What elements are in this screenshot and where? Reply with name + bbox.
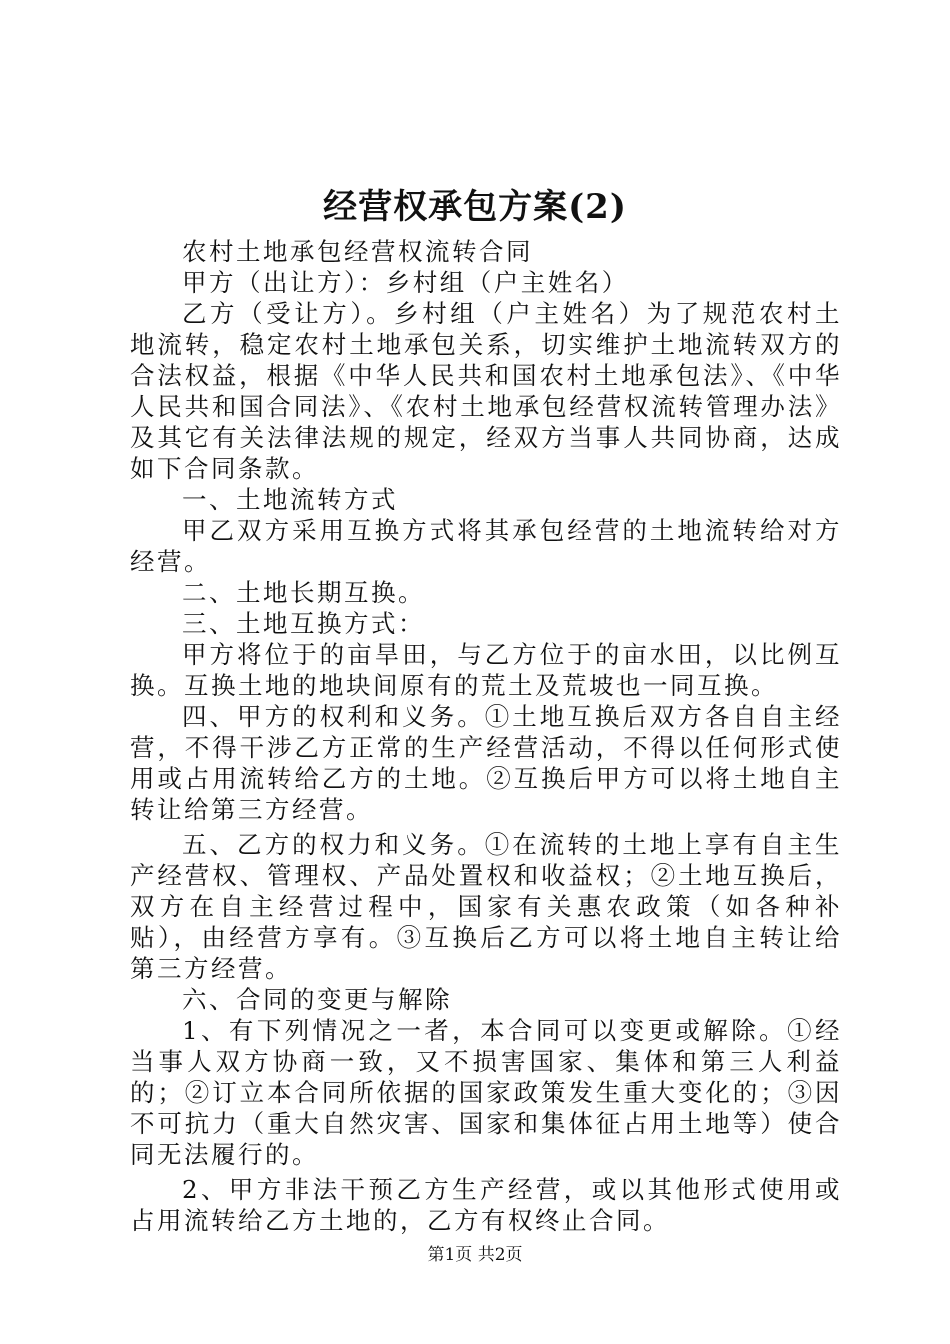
- heading-section-3: 三、土地互换方式：: [182, 609, 425, 638]
- paragraph-party-a: 甲方（出让方）：乡村组（户主姓名）: [182, 268, 629, 297]
- paragraph-contract-name: 农村土地承包经营权流转合同: [182, 237, 533, 266]
- document-body: [130, 236, 842, 1236]
- heading-section-2: 二、土地长期互换。: [182, 578, 425, 607]
- paragraph-party-b: 乙方（受让方）。乡村组（户主姓名）为了规范农村土地流转，稳定农村土地承包关系，切实维护土地流转双方的合法权益，根据《中华人民共和国农村土地承包法》、《中华人民共和国合同法》、《农村土地承包经营权流转管理办法》及其它有关法律法规的规定，经双方当事人共同协商，达成如下合同条款。: [130, 299, 842, 483]
- heading-section-1: 一、土地流转方式: [182, 485, 398, 514]
- paragraph-section-5: 五、乙方的权力和义务。①在流转的土地上享有自主生产经营权、管理权、产品处置权和收益权；②土地互换后，双方在自主经营过程中，国家有关惠农政策（如各种补贴），由经营方享有。③互换后乙方可以将土地自主转让给第三方经营。: [130, 830, 842, 983]
- paragraph-section-6-item-1: 1、有下列情况之一者，本合同可以变更或解除。①经当事人双方协商一致，又不损害国家、集体和第三人利益的；②订立本合同所依据的国家政策发生重大变化的；③因不可抗力（重大自然灾害、国家和集体征占用土地等）使合同无法履行的。: [130, 1016, 842, 1169]
- paragraph-section-4: 四、甲方的权利和义务。①土地互换后双方各自自主经营，不得干涉乙方正常的生产经营活动，不得以任何形式使用或占用流转给乙方的土地。②互换后甲方可以将土地自主转让给第三方经营。: [130, 702, 842, 824]
- page-footer: 第1页 共2页: [427, 1245, 523, 1265]
- paragraph-section-1: 甲乙双方采用互换方式将其承包经营的土地流转给对方经营。: [130, 516, 842, 576]
- paragraph-section-6-item-2: 2、甲方非法干预乙方生产经营，或以其他形式使用或占用流转给乙方土地的，乙方有权终止合同。: [130, 1175, 842, 1235]
- paragraph-section-3: 甲方将位于的亩旱田，与乙方位于的亩水田，以比例互换。互换土地的地块间原有的荒土及荒坡也一同互换。: [130, 640, 842, 700]
- heading-section-6: 六、合同的变更与解除: [182, 985, 452, 1014]
- page-title: 经营权承包方案(2): [323, 187, 627, 227]
